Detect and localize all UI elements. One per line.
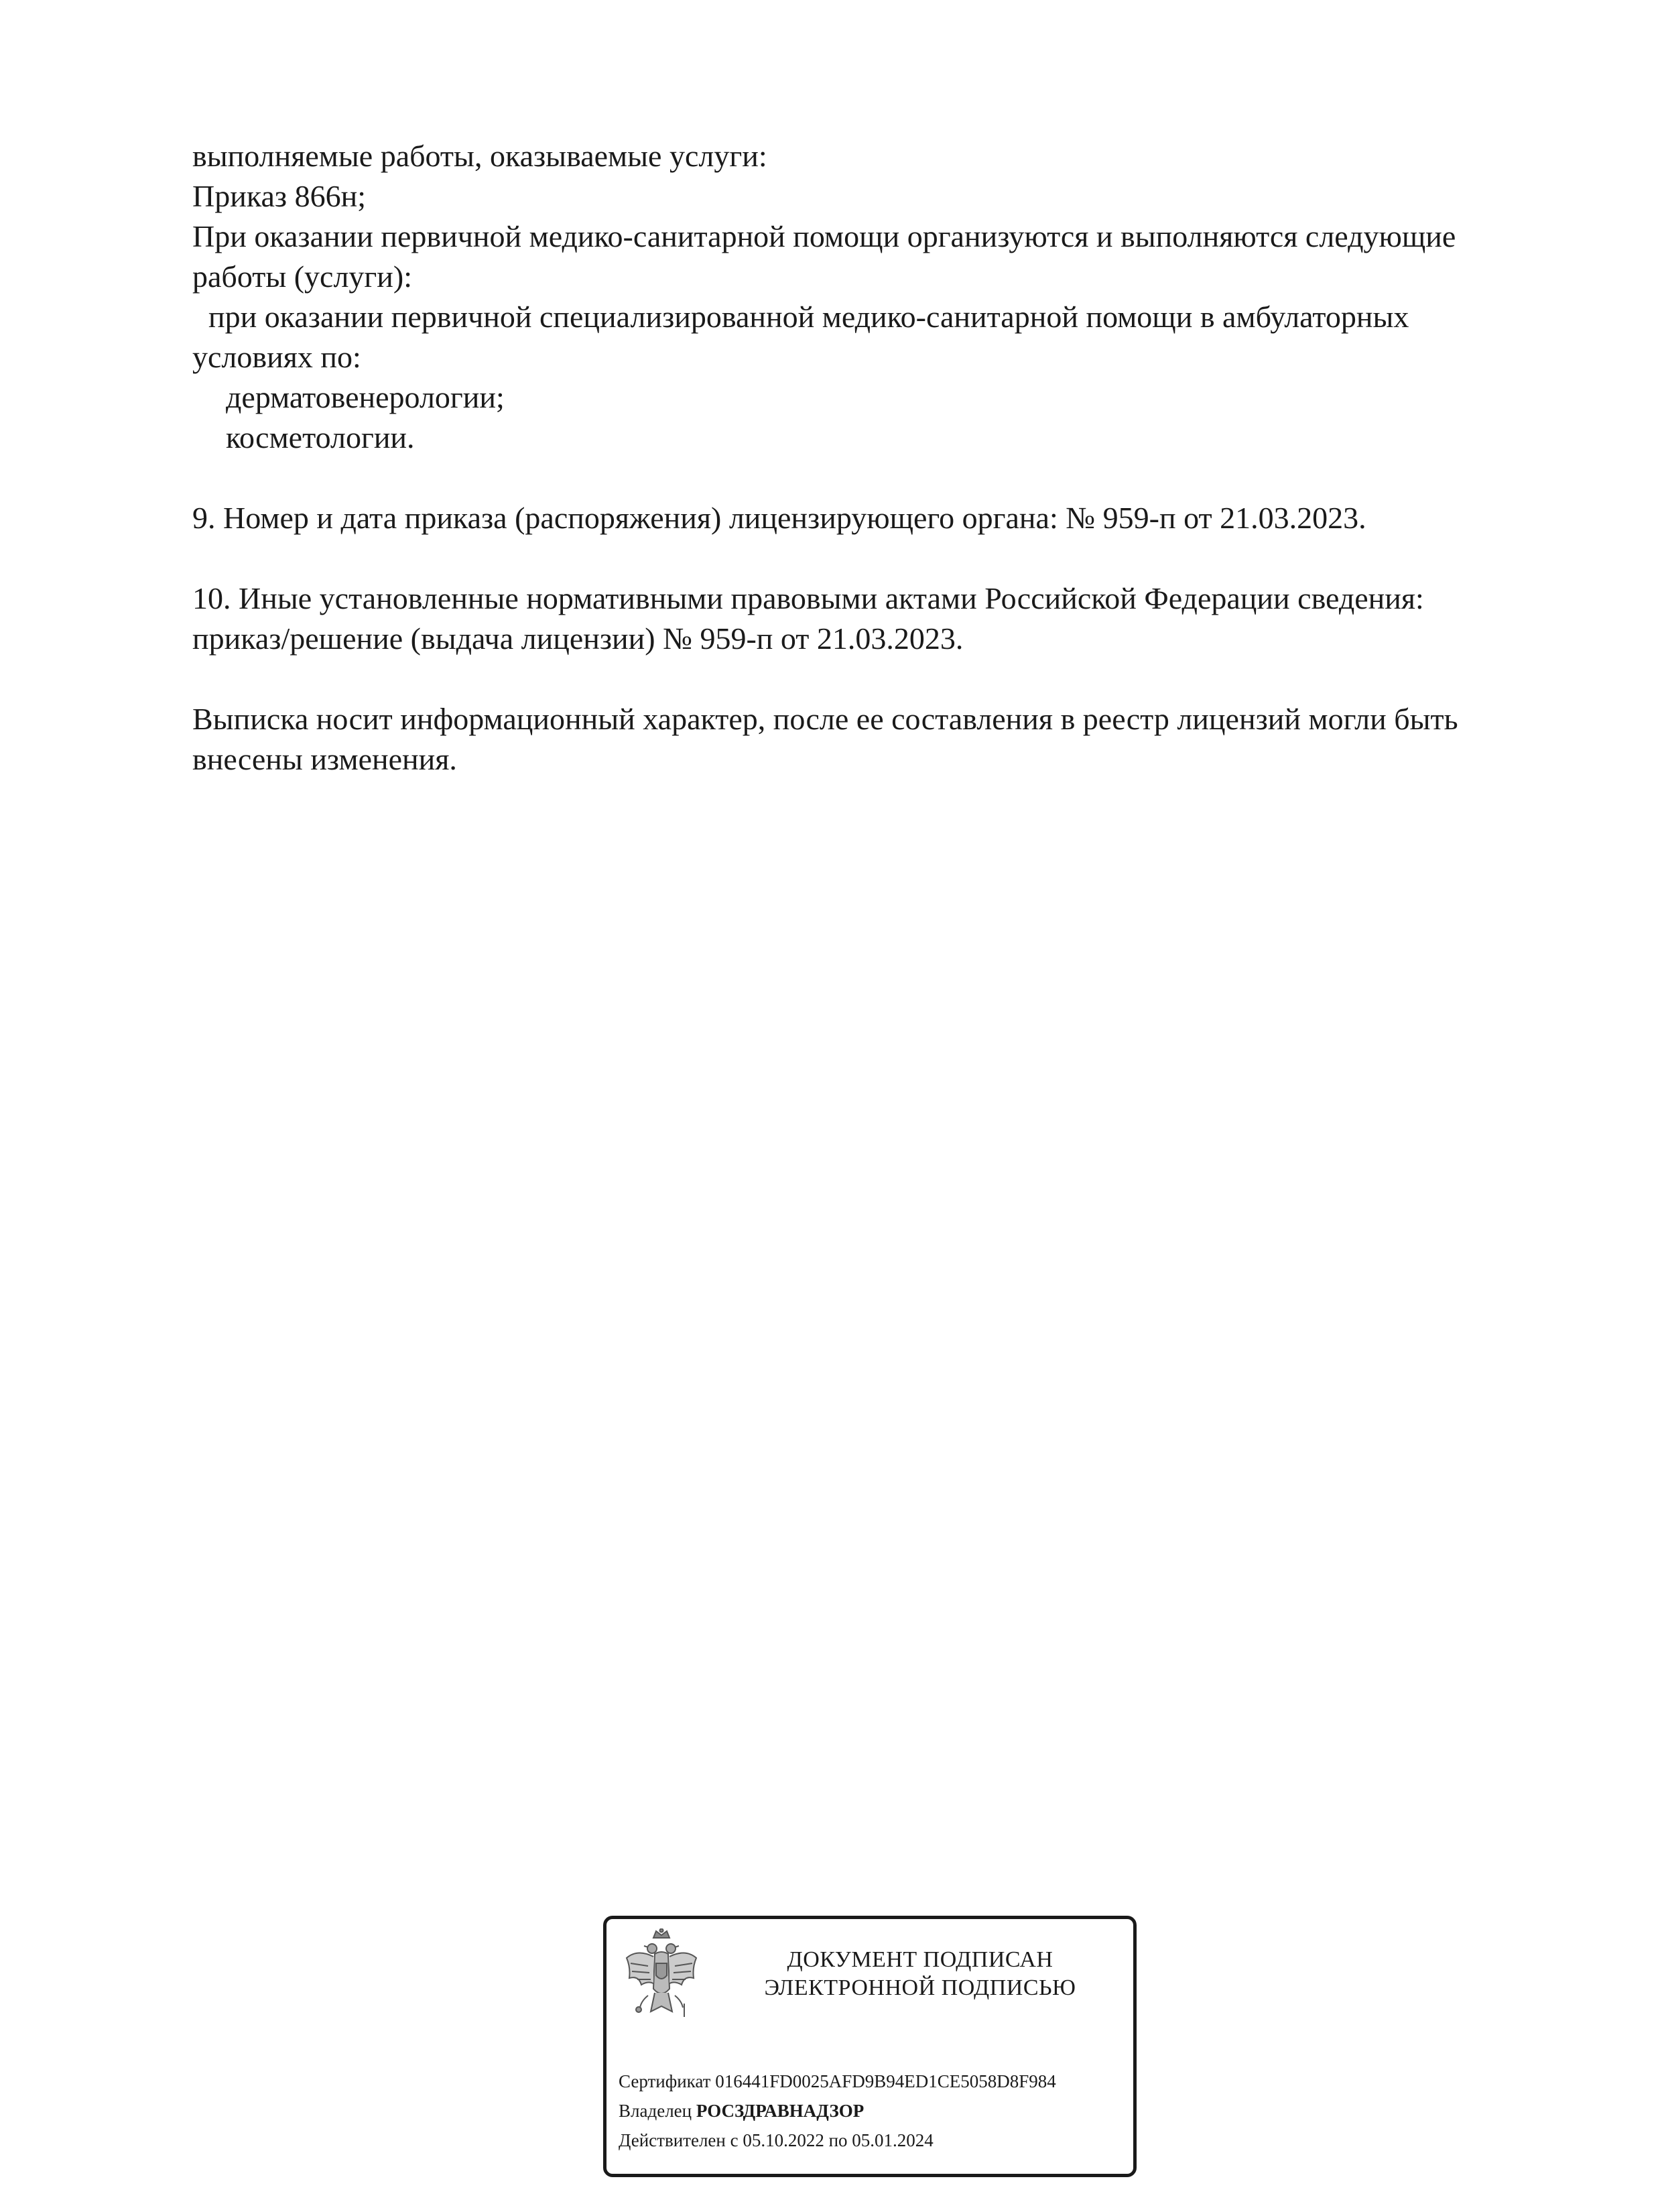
- stamp-info: [619, 2067, 1056, 2155]
- text-line: При оказании первичной медико-санитарной помощи организуются и выполняются следующие: [192, 219, 1456, 253]
- paragraph-gap: [192, 538, 1559, 578]
- owner-row: [619, 2096, 1056, 2126]
- text-line: работы (услуги):: [192, 259, 412, 294]
- text-line: Приказ 866н;: [192, 179, 366, 213]
- signature-stamp: [603, 1916, 1137, 2177]
- certificate-value: 016441FD0025AFD9B94ED1CE5058D8F984: [715, 2071, 1056, 2091]
- owner-label: Владелец: [619, 2101, 692, 2121]
- text-line: косметологии.: [226, 420, 415, 454]
- item-10-line-1: 10. Иные установленные нормативными правовыми актами Российской Федерации сведения:: [192, 581, 1424, 615]
- stamp-title-line-2: ЭЛЕКТРОННОЙ ПОДПИСЬЮ: [764, 1975, 1076, 2000]
- owner-value: РОСЗДРАВНАДЗОР: [696, 2101, 865, 2121]
- text-line: дерматовенерологии;: [226, 380, 505, 414]
- note-line-2: внесены изменения.: [192, 742, 457, 776]
- item-10-line-2: приказ/решение (выдача лицензии) № 959-п от 21.03.2023.: [192, 621, 964, 656]
- certificate-row: [619, 2067, 1056, 2096]
- validity-row: Действителен с 05.10.2022 по 05.01.2024: [619, 2130, 934, 2150]
- coat-of-arms-icon: [621, 1928, 702, 2029]
- document-body: [192, 136, 1559, 780]
- text-line: условиях по:: [192, 340, 361, 374]
- item-9: 9. Номер и дата приказа (распоряжения) лицензирующего органа: № 959-п от 21.03.2023.: [192, 501, 1366, 535]
- text-line: выполняемые работы, оказываемые услуги:: [192, 139, 767, 173]
- text-line: при оказании первичной специализированной медико-санитарной помощи в амбулаторных: [208, 300, 1409, 334]
- paragraph-gap: [192, 458, 1559, 498]
- certificate-label: Сертификат: [619, 2071, 711, 2091]
- note-line-1: Выписка носит информационный характер, после ее составления в реестр лицензий могли быть: [192, 702, 1458, 736]
- paragraph-gap: [192, 659, 1559, 699]
- stamp-title-line-1: ДОКУМЕНТ ПОДПИСАН: [787, 1947, 1053, 1972]
- stamp-title: [714, 1946, 1127, 2002]
